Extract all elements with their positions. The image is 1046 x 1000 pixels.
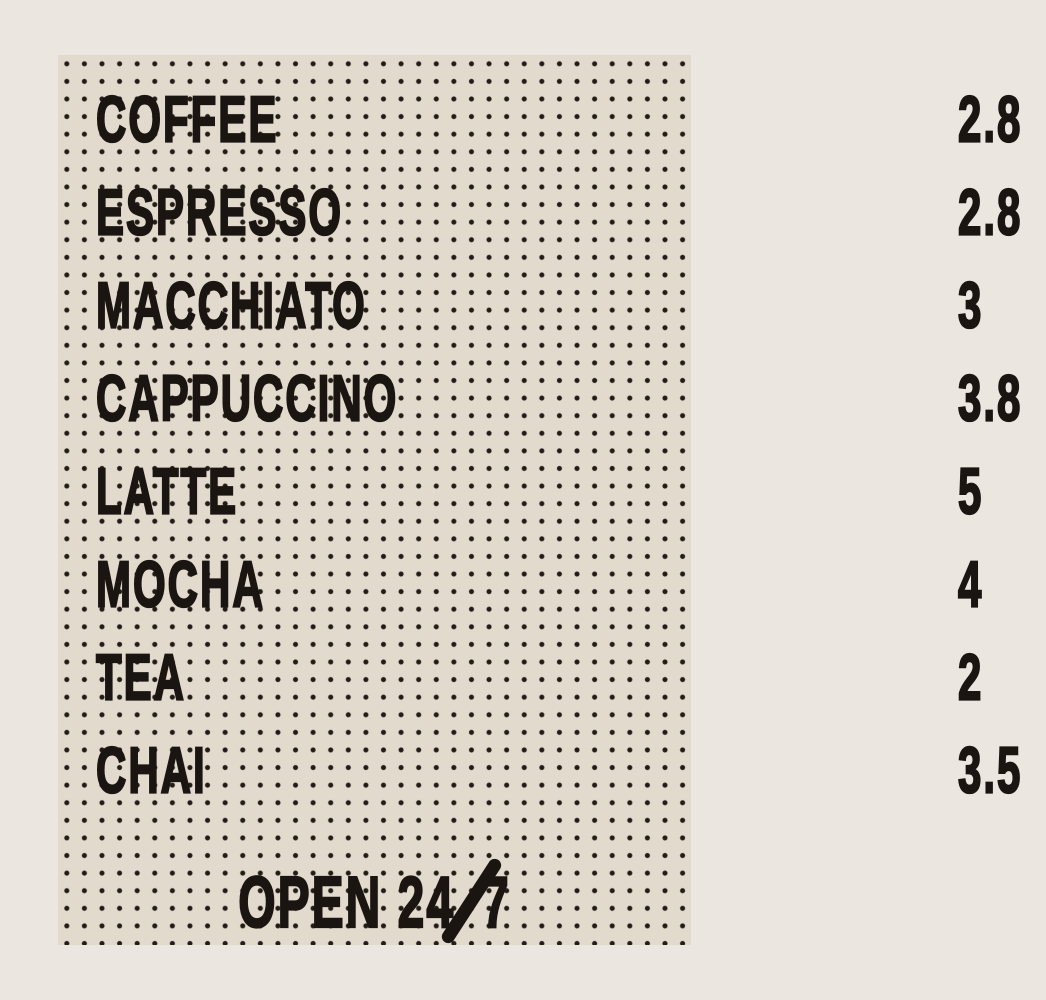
menu-list	[96, 73, 1023, 817]
menu-row-chai	[96, 724, 1023, 817]
menu-board	[58, 55, 1023, 945]
menu-row-mocha	[96, 538, 984, 631]
menu-row-cappuccino	[96, 352, 1023, 445]
menu-item-price: 3	[958, 268, 984, 342]
menu-item-price: 2.8	[958, 175, 1023, 249]
menu-item-price: 5	[958, 454, 984, 528]
menu-item-price: 4	[958, 547, 984, 621]
menu-row-espresso	[96, 166, 1023, 259]
open-hours	[58, 848, 691, 958]
menu-item-name: COFFEE	[96, 82, 279, 156]
menu-row-tea	[96, 631, 984, 724]
menu-item-price: 2.8	[958, 82, 1023, 156]
menu-item-name: MACCHIATO	[96, 268, 367, 342]
menu-item-name: MOCHA	[96, 547, 265, 621]
menu-item-name: TEA	[96, 640, 186, 714]
menu-item-name: LATTE	[96, 454, 239, 528]
menu-item-name: CHAI	[96, 733, 207, 807]
menu-item-price: 2	[958, 640, 984, 714]
open-hours-suffix: 7	[482, 863, 511, 943]
menu-row-coffee	[96, 73, 1023, 166]
menu-row-macchiato	[96, 259, 984, 352]
menu-item-price: 3.5	[958, 733, 1023, 807]
menu-item-name: CAPPUCCINO	[96, 361, 399, 435]
menu-row-latte	[96, 445, 984, 538]
menu-item-name: ESPRESSO	[96, 175, 344, 249]
open-hours-prefix: OPEN 24	[238, 863, 456, 943]
menu-item-price: 3.8	[958, 361, 1023, 435]
